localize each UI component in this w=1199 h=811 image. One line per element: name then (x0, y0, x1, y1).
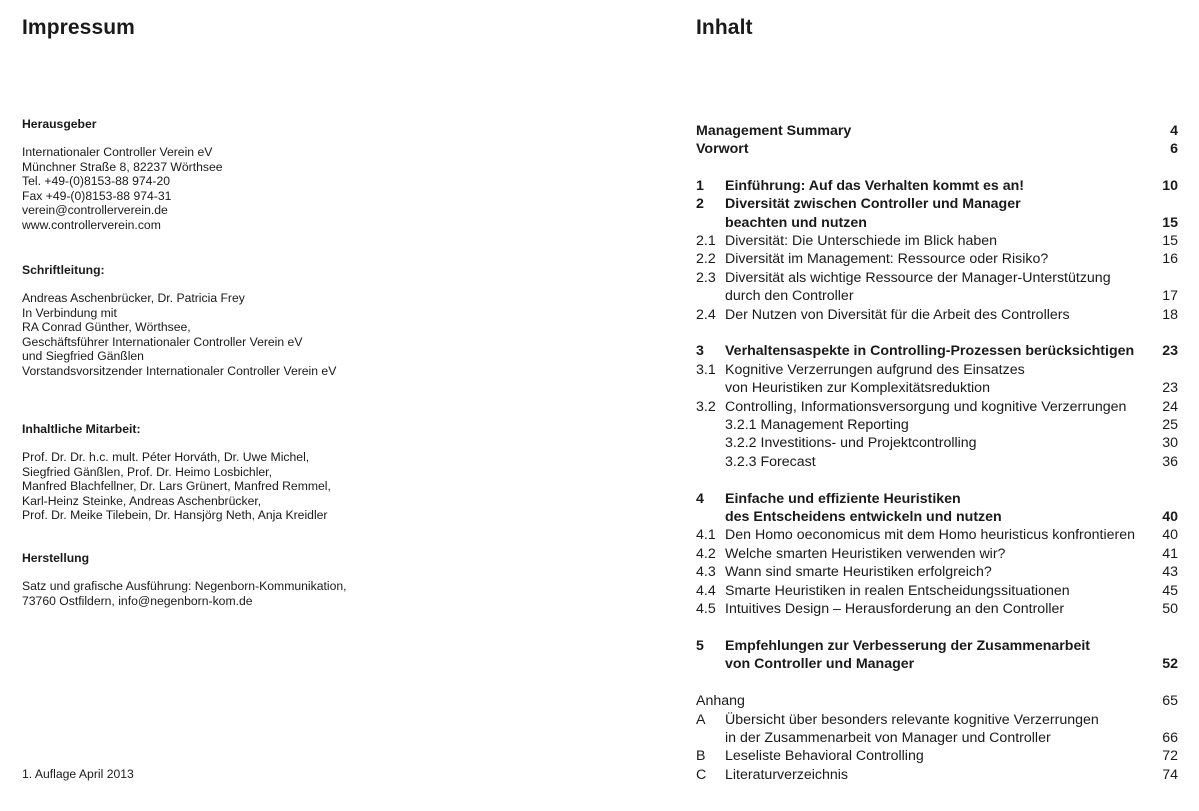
toc-entry-page: 41 (1162, 546, 1178, 562)
section-heading: Herausgeber (22, 117, 97, 131)
toc-entry-title: des Entscheidens entwickeln und nutzen (725, 509, 1002, 525)
section-line: Manfred Blachfellner, Dr. Lars Grünert, Manfred Remmel, (22, 479, 331, 494)
toc-entry-title: Vorwort (696, 141, 749, 157)
toc-entry-title: Wann sind smarte Heuristiken erfolgreich? (725, 564, 992, 580)
section-line: In Verbindung mit (22, 305, 117, 320)
section-heading: Schriftleitung: (22, 263, 105, 277)
toc-entry-title: Einfache und effiziente Heuristiken (725, 491, 961, 507)
toc-entry-number: 2.2 (696, 251, 716, 267)
toc-entry[interactable] (696, 398, 1180, 416)
toc-entry-number: 4.3 (696, 564, 716, 580)
toc-entry[interactable] (696, 637, 1180, 655)
toc-entry-title: Intuitives Design – Herausforderung an den Controller (725, 601, 1065, 617)
toc-entry-title: Empfehlungen zur Verbesserung der Zusammenarbeit (725, 638, 1091, 654)
toc-entry[interactable] (696, 122, 1180, 140)
section-line: Satz und grafische Ausführung: Negenborn-Kommunikation, (22, 579, 347, 593)
toc-entry-title: beachten und nutzen (725, 215, 867, 231)
toc-entry-title: Übersicht über besonders relevante kognitive Verzerrungen (725, 712, 1099, 728)
toc-entry-number: 4.5 (696, 601, 716, 617)
toc-entry-title: Anhang (696, 693, 745, 709)
toc-entry[interactable] (696, 177, 1180, 195)
toc-entry-page: 30 (1162, 435, 1178, 451)
toc-entry-title: Diversität zwischen Controller und Manager (725, 196, 1021, 212)
toc-entry-title: Einführung: Auf das Verhalten kommt es an! (725, 178, 1025, 194)
toc-entry-title: Controlling, Informationsversorgung und kognitive Verzerrungen (725, 399, 1127, 415)
section-line: Internationaler Controller Verein eV (22, 145, 213, 159)
toc-entry-number: 2.4 (696, 307, 716, 323)
toc-entry-title: von Controller und Manager (725, 656, 915, 672)
toc-entry[interactable] (696, 453, 1180, 471)
toc-entry[interactable] (696, 490, 1180, 508)
impressum-page (22, 0, 622, 811)
toc-entry-title: Den Homo oeconomicus mit dem Homo heuristicus konfrontieren (725, 527, 1136, 543)
section-line: und Siegfried Gänßlen (22, 349, 144, 364)
toc-entry-page: 23 (1162, 380, 1178, 396)
toc-entry-page: 18 (1162, 307, 1178, 323)
toc-entry-title: Literaturverzeichnis (725, 767, 849, 783)
toc-entry-page: 72 (1162, 748, 1178, 764)
section-line: Karl-Heinz Steinke, Andreas Aschenbrücker, (22, 493, 262, 508)
section-line: Prof. Dr. Dr. h.c. mult. Péter Horváth, Dr. Uwe Michel, (22, 450, 310, 464)
toc-entry[interactable] (696, 692, 1180, 710)
toc-entry-number: 3 (696, 343, 704, 359)
section-herstellung (22, 551, 622, 608)
toc-entry-page: 74 (1162, 767, 1178, 783)
section-line: Geschäftsführer Internationaler Controller Verein eV (22, 334, 303, 349)
toc-entry-title: Verhaltensaspekte in Controlling-Prozessen berücksichtigen (725, 343, 1135, 359)
toc-entry-page: 15 (1162, 233, 1178, 249)
toc-entry-page: 24 (1162, 399, 1178, 415)
section-schriftleitung (22, 263, 622, 379)
toc-entry-title: Diversität im Management: Ressource oder Risiko? (725, 251, 1049, 267)
toc-entry-number: 1 (696, 178, 704, 194)
toc-entry-number: B (696, 748, 706, 764)
toc-entry[interactable] (696, 729, 1180, 747)
toc-entry[interactable] (696, 250, 1180, 268)
page-title: Inhalt (696, 16, 753, 39)
toc-entry-page: 45 (1162, 583, 1178, 599)
toc-entry-number: 4 (696, 491, 704, 507)
toc-entry[interactable] (696, 287, 1180, 305)
toc-entry[interactable] (696, 342, 1180, 360)
section-line: Siegfried Gänßlen, Prof. Dr. Heimo Losbichler, (22, 464, 272, 479)
section-line: Andreas Aschenbrücker, Dr. Patricia Frey (22, 291, 245, 305)
toc-entry[interactable] (696, 747, 1180, 765)
toc-entry-page: 10 (1162, 178, 1178, 194)
toc-entry-title: Diversität als wichtige Ressource der Manager-Unterstützung (725, 270, 1111, 286)
section-heading: Herstellung (22, 551, 90, 565)
toc-entry[interactable] (696, 306, 1180, 324)
email-link[interactable]: verein@controllerverein.de (22, 203, 168, 218)
toc-entry-page: 15 (1162, 215, 1178, 231)
toc-entry-number: 2 (696, 196, 704, 212)
toc-entry[interactable] (696, 545, 1180, 563)
toc-entry-page: 25 (1162, 417, 1178, 433)
toc-entry-title: durch den Controller (725, 288, 854, 304)
toc-entry[interactable] (696, 361, 1180, 379)
toc-entry-page: 16 (1162, 251, 1178, 267)
toc-entry-number: 2.3 (696, 270, 716, 286)
toc-entry-page: 50 (1162, 601, 1178, 617)
toc-entry[interactable] (696, 508, 1180, 526)
section-mitarbeit (22, 422, 622, 523)
section-line: 73760 Ostfildern, info@negenborn-kom.de (22, 593, 253, 608)
section-line: Münchner Straße 8, 82237 Wörthsee (22, 159, 223, 174)
toc-entry-page: 36 (1162, 454, 1178, 470)
toc-entry[interactable] (696, 766, 1180, 784)
toc-entry-number: 5 (696, 638, 704, 654)
toc-entry-title: Management Summary (696, 123, 852, 139)
toc-entry[interactable] (696, 269, 1180, 287)
toc-entry-page: 4 (1170, 123, 1178, 139)
toc-entry[interactable] (696, 379, 1180, 397)
toc-entry-number: C (696, 767, 707, 783)
toc-entry-title: in der Zusammenarbeit von Manager und Controller (725, 730, 1051, 746)
toc-entry-page: 65 (1162, 693, 1178, 709)
toc-entry-page: 40 (1162, 509, 1178, 525)
toc-entry[interactable] (696, 526, 1180, 544)
toc-entry-title: 3.2.2 Investitions- und Projektcontrolling (725, 435, 977, 451)
toc-entry[interactable] (696, 195, 1180, 213)
toc-entry-page: 6 (1170, 141, 1178, 157)
section-line: Fax +49-(0)8153-88 974-31 (22, 188, 172, 203)
toc-entry-title: Welche smarten Heuristiken verwenden wir? (725, 546, 1006, 562)
section-line: Prof. Dr. Meike Tilebein, Dr. Hansjörg Neth, Anja Kreidler (22, 508, 328, 523)
toc-entry-title: von Heuristiken zur Komplexitätsreduktion (725, 380, 990, 396)
toc-entry-number: 2.1 (696, 233, 716, 249)
toc-entry-title: Kognitive Verzerrungen aufgrund des Einsatzes (725, 362, 1025, 378)
toc-entry-title: Diversität: Die Unterschiede im Blick haben (725, 233, 998, 249)
section-line: Vorstandsvorsitzender Internationaler Controller Verein eV (22, 363, 337, 378)
toc-entry[interactable] (696, 434, 1180, 452)
toc-entry[interactable] (696, 563, 1180, 581)
edition-note: 1. Auflage April 2013 (22, 767, 134, 781)
toc-entry-title: 3.2.1 Management Reporting (725, 417, 909, 433)
toc-entry-number: 4.2 (696, 546, 716, 562)
toc-entry-number: 4.1 (696, 527, 716, 543)
toc-entry[interactable] (696, 214, 1180, 232)
toc-entry-number: 3.1 (696, 362, 716, 378)
toc-entry-title: Der Nutzen von Diversität für die Arbeit des Controllers (725, 307, 1070, 323)
toc-entry[interactable] (696, 416, 1180, 434)
toc-entry-page: 17 (1162, 288, 1178, 304)
page-title: Impressum (22, 16, 135, 39)
toc-entry-title: Leseliste Behavioral Controlling (725, 748, 924, 764)
toc-entry-page: 23 (1162, 343, 1178, 359)
section-herausgeber (22, 117, 622, 233)
toc-entry[interactable] (696, 582, 1180, 600)
toc-entry-title: Smarte Heuristiken in realen Entscheidungssituationen (725, 583, 1070, 599)
toc-entry-page: 40 (1162, 527, 1178, 543)
section-line: RA Conrad Günther, Wörthsee, (22, 320, 191, 335)
toc-entry-title: 3.2.3 Forecast (725, 454, 816, 470)
toc-entry[interactable] (696, 711, 1180, 729)
section-heading: Inhaltliche Mitarbeit: (22, 422, 141, 436)
toc-entry-number: 3.2 (696, 399, 716, 415)
toc-entry[interactable] (696, 600, 1180, 618)
toc-entry[interactable] (696, 140, 1180, 158)
toc-entry-number: A (696, 712, 706, 728)
toc-entry-page: 52 (1162, 656, 1178, 672)
toc-entry-page: 66 (1162, 730, 1178, 746)
website-link[interactable]: www.controllerverein.com (22, 217, 161, 232)
section-line: Tel. +49-(0)8153-88 974-20 (22, 174, 171, 189)
toc-entry[interactable] (696, 655, 1180, 673)
toc-entry-number: 4.4 (696, 583, 716, 599)
contents-page (696, 0, 1180, 811)
toc-entry-page: 43 (1162, 564, 1178, 580)
toc-entry[interactable] (696, 232, 1180, 250)
